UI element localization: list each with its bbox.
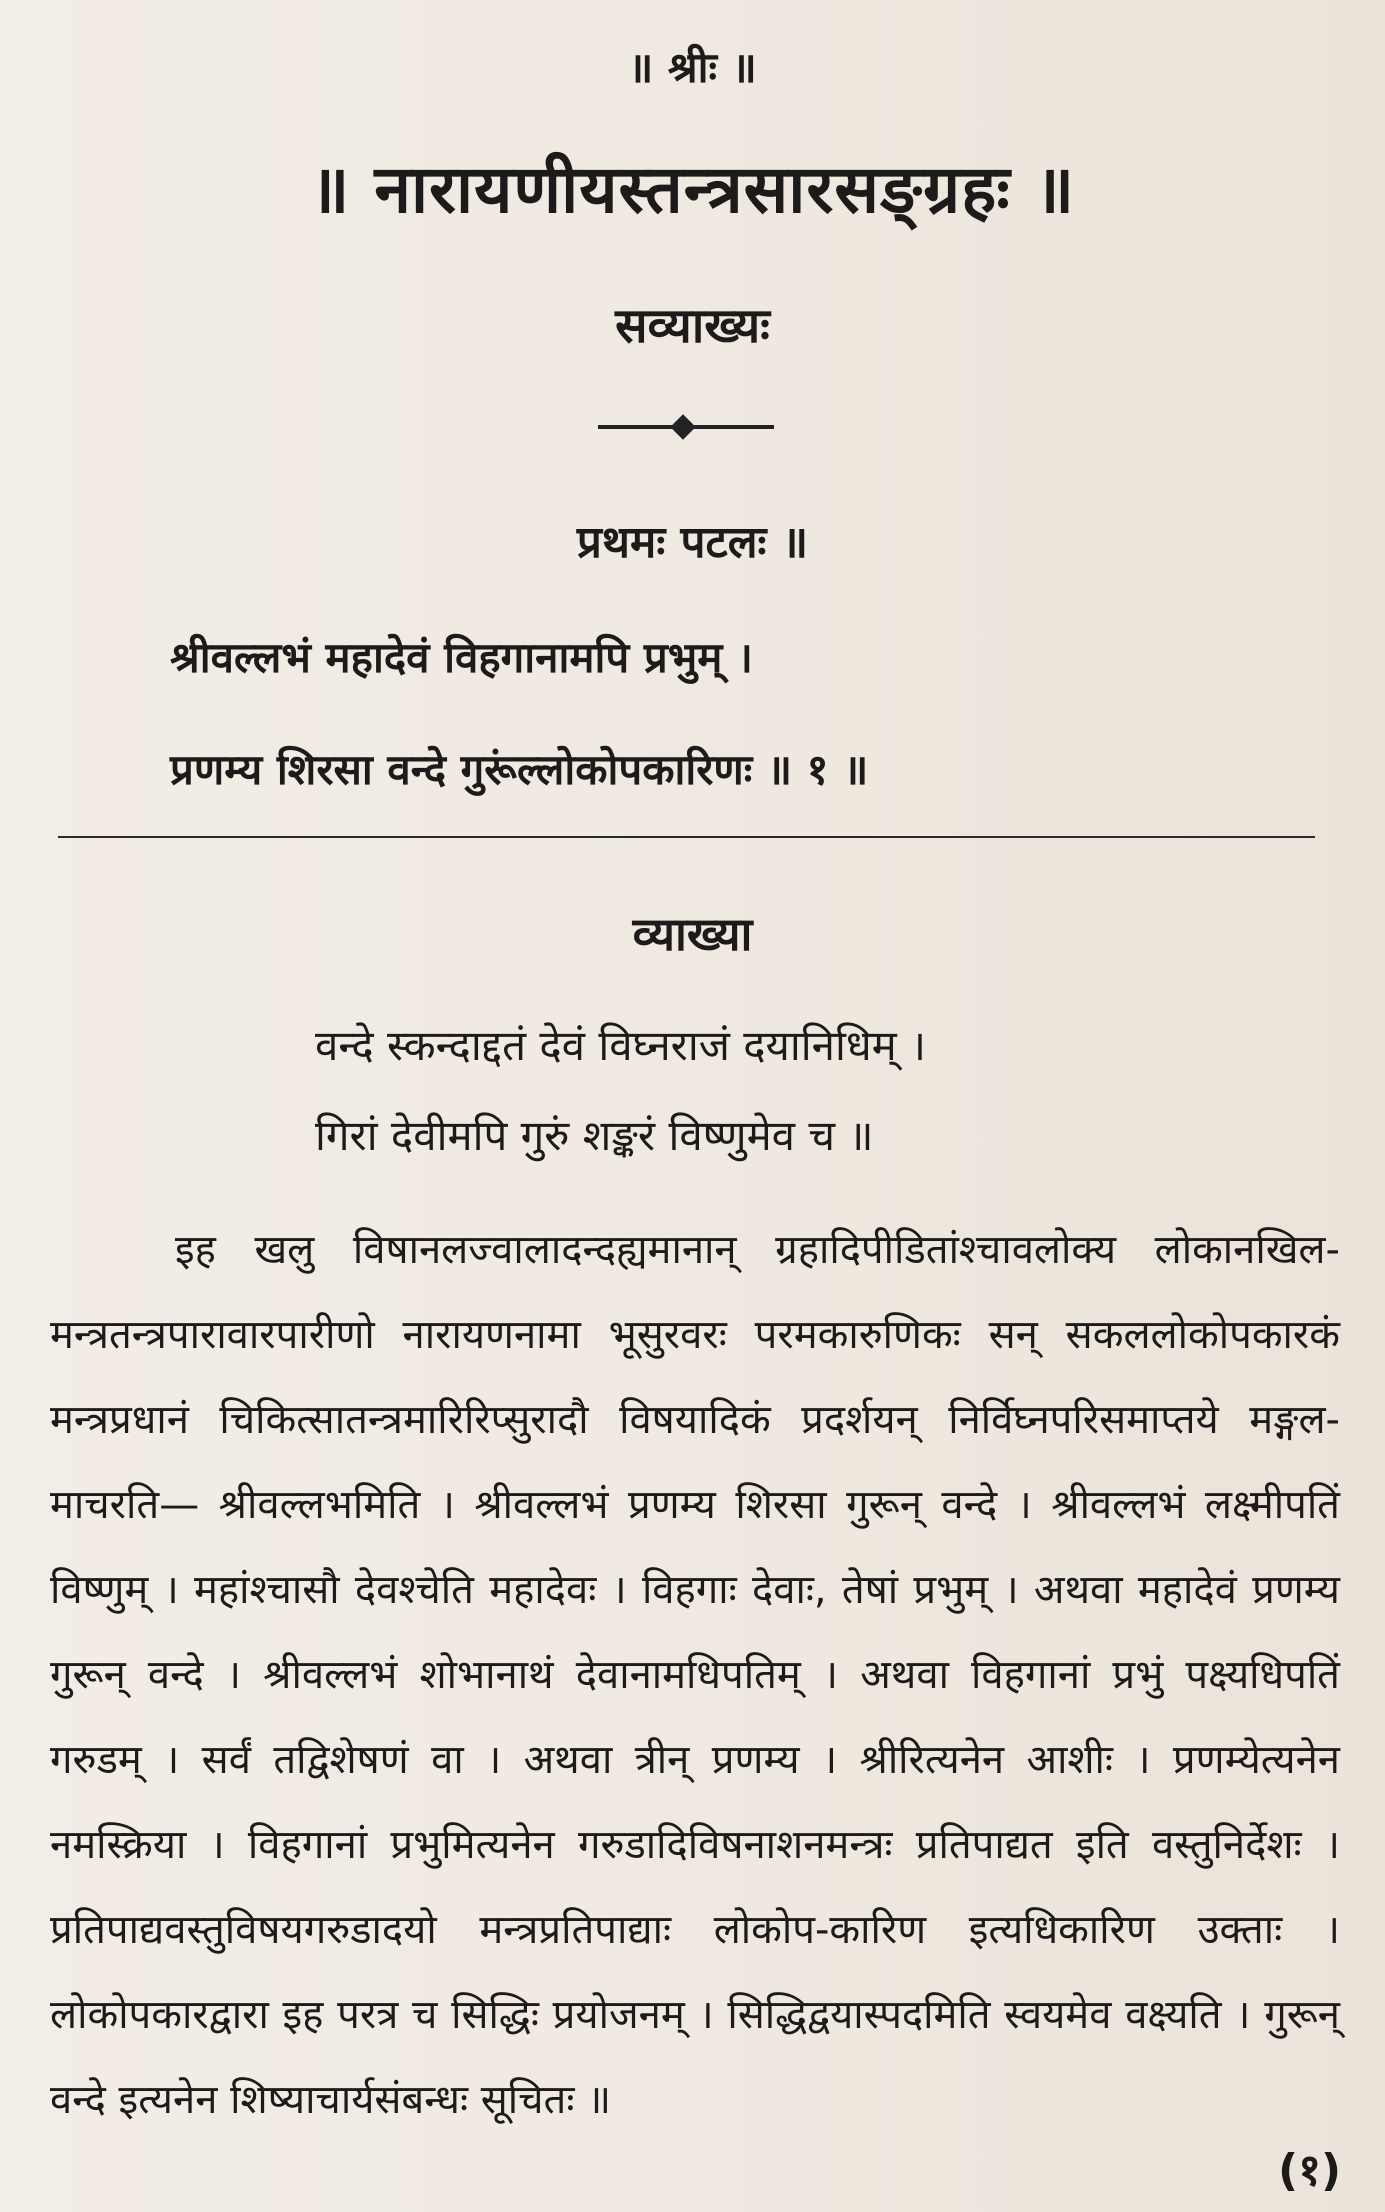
mula-verse-line-2: प्रणम्य शिरसा वन्दे गुरूंल्लोकोपकारिणः ॥ १ ॥	[170, 745, 869, 794]
mula-verse-line-1: श्रीवल्लभं महादेवं विहगानामपि प्रभुम् ।	[170, 633, 753, 682]
page-title: ॥ नारायणीयस्तन्त्रसारसङ्ग्रहः ॥	[309, 151, 1076, 228]
subtitle: सव्याख्यः	[615, 298, 770, 354]
commentary-verse-line-2: गिरां देवीमपि गुरुं शङ्करं विष्णुमेव च ॥	[315, 1111, 874, 1160]
commentary-heading: व्याख्या	[632, 907, 753, 961]
invocation: ॥ श्रीः ॥	[628, 43, 757, 92]
section-divider	[58, 836, 1315, 838]
commentary-verse-line-1: वन्दे स्कन्दाद्दतं देवं विघ्नराजं दयानिधिम् ।	[315, 1021, 927, 1070]
chapter-heading: प्रथमः पटलः ॥	[576, 517, 809, 568]
page-number: (१)	[1278, 2145, 1342, 2196]
ornament-diamond-icon	[670, 414, 695, 439]
commentary-paragraph: इह खलु विषानलज्वालादन्दह्यमानान् ग्रहादिपीडितांश्चावलोक्य लोकानखिल-मन्त्रतन्त्रपारावारपारीणो नारायणनामा भूसुरवरः परमकारुणिकः सन् सकललोकोपकारकं मन्त्रप्रधानं चिकित्सातन्त्रमारिरिप्सुरादौ विषयादिकं प्रदर्शयन् निर्विघ्नपरिसमाप्तये मङ्गल-माचरति— श्रीवल्लभमिति । श्रीवल्लभं प्रणम्य शिरसा गुरून् वन्दे । श्रीवल्लभं लक्ष्मीपतिं विष्णुम् । महांश्चासौ देवश्चेति महादेवः । विहगाः देवाः, तेषां प्रभुम् । अथवा महादेवं प्रणम्य गुरून् वन्दे । श्रीवल्लभं शोभानाथं देवानामधिपतिम् । अथवा विहगानां प्रभुं पक्ष्यधिपतिं गरुडम् । सर्वं तद्विशेषणं वा । अथवा त्रीन् प्रणम्य । श्रीरित्यनेन आशीः । प्रणम्येत्यनेन नमस्क्रिया । विहगानां प्रभुमित्यनेन गरुडादिविषनाशनमन्त्रः प्रतिपाद्यत इति वस्तुनिर्देशः । प्रतिपाद्यवस्तुविषयगरुडादयो मन्त्रप्रतिपाद्याः लोकोप-कारिण इत्यधिकारिण उक्ताः । लोकोपकारद्वारा इह परत्र च सिद्धिः प्रयोजनम् । सिद्धिद्वयास्पदमिति स्वयमेव वक्ष्यति । गुरून् वन्दे इत्यनेन शिष्याचार्यसंबन्धः सूचितः ॥	[50, 1227, 1340, 2123]
